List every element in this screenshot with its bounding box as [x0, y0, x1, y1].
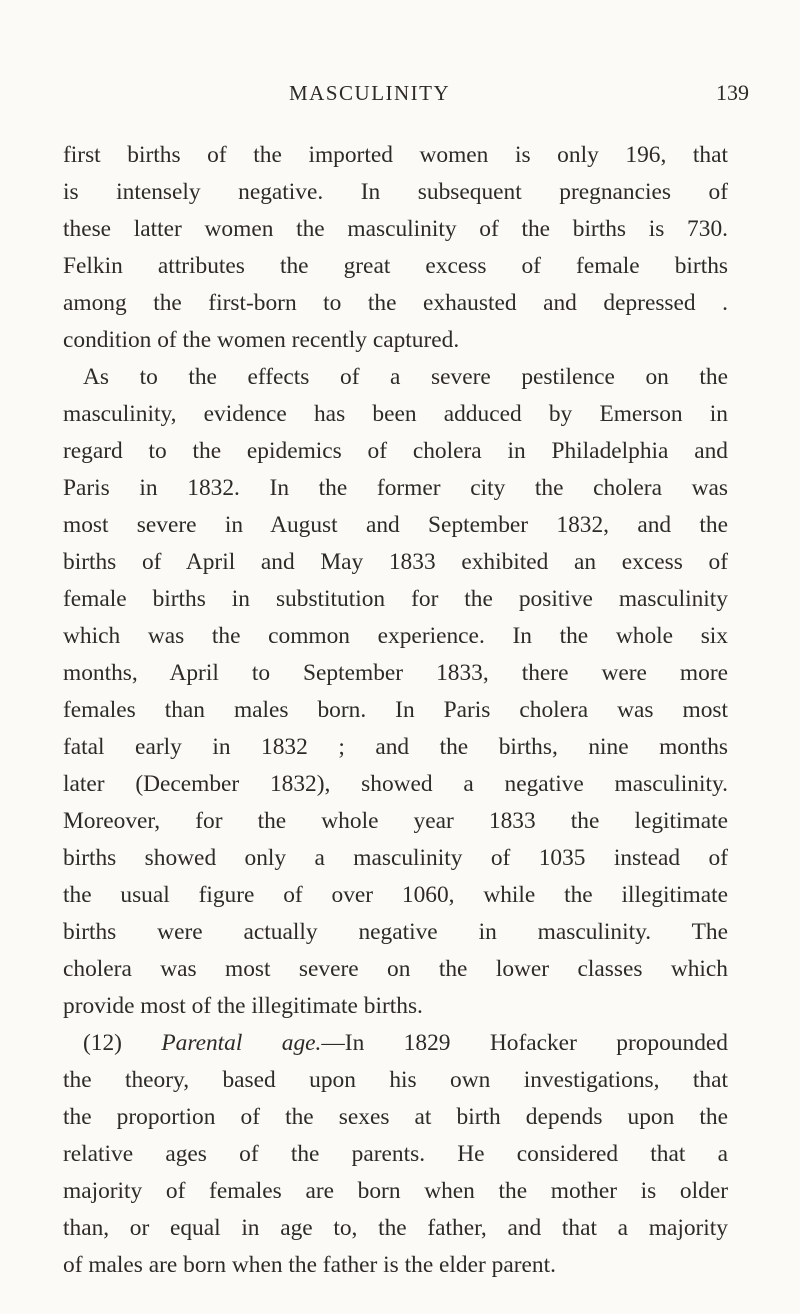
text-line: fatal early in 1832 ; and the births, nine months	[63, 734, 728, 760]
text-line: masculinity, evidence has been adduced by Emerson in	[63, 401, 728, 427]
text-line: first births of the imported women is only 196, that	[63, 142, 728, 168]
text-line: is intensely negative. In subsequent pregnancies of	[63, 179, 728, 205]
body-text	[63, 137, 728, 1284]
text-line: which was the common experience. In the whole six	[63, 623, 728, 649]
text-line: most severe in August and September 1832, and the	[63, 512, 728, 538]
section-number: (12)	[83, 1030, 122, 1056]
text-line: Moreover, for the whole year 1833 the legitimate	[63, 808, 728, 834]
text-line: among the first-born to the exhausted and depressed .	[63, 290, 728, 316]
text-line: provide most of the illegitimate births.	[63, 993, 423, 1019]
text-line: regard to the epidemics of cholera in Philadelphia and	[63, 438, 728, 464]
text-line: cholera was most severe on the lower classes which	[63, 956, 728, 982]
text-line: months, April to September 1833, there were more	[63, 660, 728, 686]
text-line: the usual figure of over 1060, while the illegitimate	[63, 882, 728, 908]
text-line: these latter women the masculinity of the births is 730.	[63, 216, 728, 242]
text-line: Paris in 1832. In the former city the cholera was	[63, 475, 728, 501]
text-line: births showed only a masculinity of 1035 instead of	[63, 845, 728, 871]
text-line: As to the effects of a severe pestilence on the	[83, 364, 728, 390]
text-line: later (December 1832), showed a negative masculinity.	[63, 771, 728, 797]
page-number: 139	[716, 80, 749, 105]
text-line: females than males born. In Paris cholera was most	[63, 697, 728, 723]
section-heading: Parental age.	[161, 1030, 322, 1056]
text-line: than, or equal in age to, the father, and that a majority	[63, 1215, 728, 1241]
text-line: Felkin attributes the great excess of female births	[63, 253, 728, 279]
text-line: majority of females are born when the mother is older	[63, 1178, 728, 1204]
text-line: the theory, based upon his own investigations, that	[63, 1067, 728, 1093]
text-line: the proportion of the sexes at birth depends upon the	[63, 1104, 728, 1130]
text-line: female births in substitution for the positive masculinity	[63, 586, 728, 612]
text-line: births were actually negative in masculinity. The	[63, 919, 728, 945]
section-text: —In 1829 Hofacker propounded	[321, 1030, 728, 1056]
running-head: MASCULINITY	[289, 81, 451, 105]
text-line: births of April and May 1833 exhibited an excess of	[63, 549, 728, 575]
text-line: condition of the women recently captured.	[63, 327, 460, 353]
page-header	[0, 78, 800, 108]
text-line: relative ages of the parents. He considered that a	[63, 1141, 728, 1167]
section-line	[63, 1025, 728, 1062]
text-line: of males are born when the father is the elder parent.	[63, 1252, 556, 1278]
